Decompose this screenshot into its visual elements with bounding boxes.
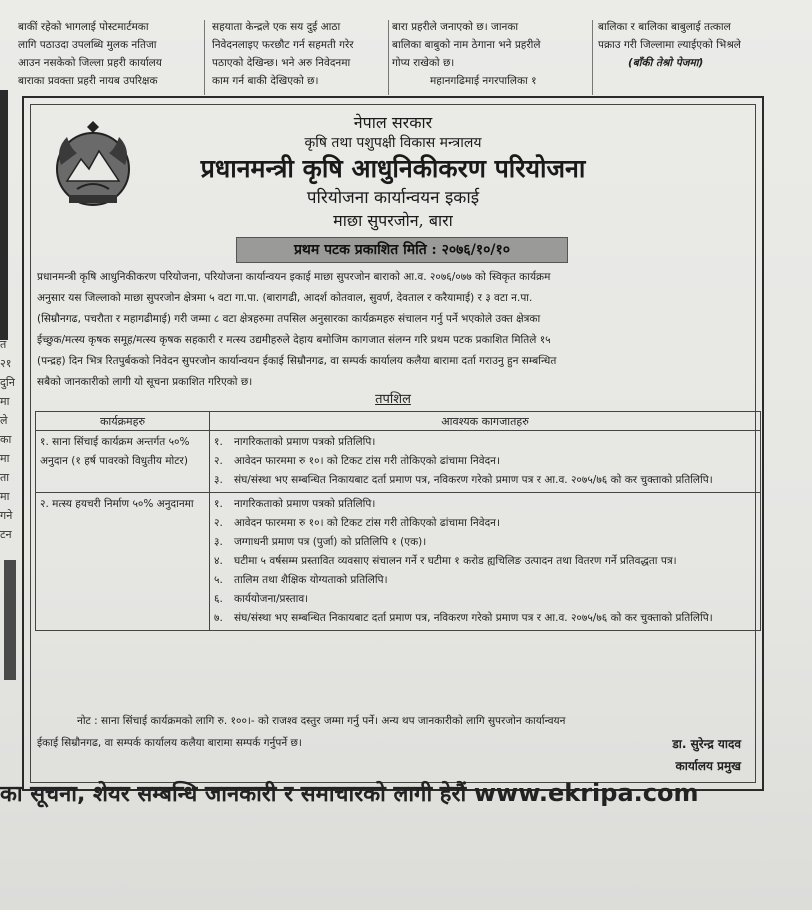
document-item: ७. संघ/संस्था भए सम्बन्धित निकायबाट दर्ता प्रमाण पत्र, नविकरण गरेको प्रमाण पत्र र आ.व. २०७५/७६ को कर चुक्ताको प्रतिलिपि। [214, 612, 713, 624]
document-item: ६. कार्ययोजना/प्रस्ताव। [214, 593, 309, 605]
snippet-line: गोप्य राखेको छ। [392, 57, 455, 69]
gov-title: नेपाल सरकार [353, 113, 433, 132]
publish-date-banner: प्रथम पटक प्रकाशित मिति : २०७६/१०/१० [236, 237, 568, 263]
signatory-name: डा. सुरेन्द्र यादव [672, 737, 741, 751]
news-snippet-2 [212, 18, 387, 90]
signature-block [672, 733, 741, 777]
footer-banner [0, 778, 812, 814]
left-column-fragment [0, 335, 20, 565]
document-item: १. नागरिकताको प्रमाण पत्रको प्रतिलिपि। [214, 498, 376, 510]
document-item: २. आवेदन फारममा रु १०। को टिकट टांस गरी तोकिएको ढांचामा निवेदन। [214, 517, 500, 529]
left-edge-bar [0, 90, 8, 340]
left-fragment-text: दुनि [0, 376, 15, 389]
snippet-line: आउन नसकेको जिल्ला प्रहरी कार्यालय [18, 57, 162, 69]
column-rule [204, 20, 205, 95]
public-notice [22, 96, 764, 791]
document-item: ३. जग्गाधनी प्रमाण पत्र (पुर्जा) को प्रतिलिपि १ (एक)। [214, 536, 427, 548]
notice-body [37, 267, 757, 393]
column-rule [592, 20, 593, 95]
left-fragment-text: २१ [0, 357, 12, 370]
document-item: २. आवेदन फारममा रु १०। को टिकट टांस गरी तोकिएको ढांचामा निवेदन। [214, 455, 500, 467]
news-snippet-4 [598, 18, 788, 72]
notice-frame [30, 104, 756, 783]
program-cell: २. मत्स्य हयचरी निर्माण ५०% अनुदानमा [36, 493, 210, 631]
left-fragment-text: त [0, 338, 7, 351]
body-line: अनुसार यस जिल्लाको माछा सुपरजोन क्षेत्रमा ५ वटा गा.पा. (बारागढी, आदर्श कोतवाल, सुवर्ण, देवताल र करैयामाई) र ३ वटा न.पा. [37, 292, 533, 304]
snippet-line: महानगढिमाई नगरपालिका १ [430, 75, 537, 87]
body-line: प्रधानमन्त्री कृषि आधुनिकीकरण परियोजना, परियोजना कार्यान्वयन इकाई माछा सुपरजोन बाराको आ.व. २०७६/०७७ को स्विकृत कार्यक्रम [37, 271, 551, 283]
footer-text: का सूचना, शेयर सम्बन्धि जानकारी र समाचारको लागी हेरौं [0, 782, 467, 807]
snippet-line: बाराका प्रवक्ता प्रहरी नायब उपरिक्षक [18, 75, 158, 87]
document-item: ३. संघ/संस्था भए सम्बन्धित निकायबाट दर्ता प्रमाण पत्र, नविकरण गरेको प्रमाण पत्र र आ.व. २०७५/७६ को कर चुक्ताको प्रतिलिपि। [214, 474, 713, 486]
document-item: १. नागरिकताको प्रमाण पत्रको प्रतिलिपि। [214, 436, 376, 448]
table-row [36, 431, 761, 493]
documents-cell [210, 431, 761, 493]
column-rule [388, 20, 389, 95]
snippet-line: बाकीं रहेको भागलाई पोस्टमार्टमका [18, 21, 149, 33]
unit-title: परियोजना कार्यान्वयन इकाई [306, 188, 480, 208]
left-fragment-text: ले [0, 414, 8, 427]
snippet-line: पठाएको देखिन्छ। भने अरु निवेदनमा [212, 57, 351, 69]
document-item: ४. घटीमा ५ वर्षसम्म प्रस्तावित व्यवसाए संचालन गर्ने र घटीमा १ करोड ह्यचिलिङ उत्पादन तथा वितरण गर्ने प्रतिवद्धता पत्र। [214, 555, 677, 567]
table-header-row [36, 412, 761, 431]
left-fragment-text: का [0, 433, 12, 446]
schedule-heading: तपशिल [375, 392, 411, 407]
snippet-line: बालिका र बालिका बाबुलाई तत्काल [598, 21, 731, 33]
program-cell: १. साना सिंचाई कार्यक्रम अन्तर्गत ५०% अनुदान (१ हर्ष पावरको विधुतीय मोटर) [36, 431, 210, 493]
body-line: सबैको जानकारीको लागी यो सूचना प्रकाशित गरिएको छ। [37, 376, 253, 388]
signatory-title: कार्यालय प्रमुख [675, 759, 741, 773]
requirements-table [35, 411, 761, 631]
left-edge-bar-lower [4, 560, 16, 680]
snippet-line: काम गर्न बाकी देखिएको छ। [212, 75, 319, 87]
document-item: ५. तालिम तथा शैक्षिक योग्यताको प्रतिलिपि। [214, 574, 388, 586]
snippet-line: पक्राउ गरी जिल्लामा ल्याईएको भिश्रले [598, 39, 741, 51]
snippet-line: सहयाता केन्द्रले एक सय दुई आठा [212, 21, 341, 33]
ministry-title: कृषि तथा पशुपक्षी विकास मन्त्रालय [304, 135, 482, 151]
body-line: (पन्द्रह) दिन भित्र रितपुर्बकको निवेदन सुपरजोन कार्यान्वयन ईकाई सिम्रौनगढ, वा सम्पर्क कार्यालय कलैया बारामा दर्ता गराउनु हुन सम्बन्धित [37, 355, 557, 367]
note-line: नोट : साना सिंचाई कार्यक्रमको लागि रु. १००।- को राजश्व दस्तुर जम्मा गर्नु पर्ने। अन्य थप जानकारीको लागि सुपरजोन कार्यान्वयन [77, 715, 566, 727]
snippet-line: निवेदनलाइए फरछौट गर्न सहमती गरेर [212, 39, 354, 51]
column-header-documents: आवश्यक कागजातहरु [210, 412, 761, 431]
notice-note [37, 710, 757, 754]
snippet-line: बालिका बाबुको नाम ठेगाना भने प्रहरीले [392, 39, 541, 51]
left-fragment-text: मा [0, 452, 10, 465]
news-snippet-1 [18, 18, 198, 90]
left-fragment-text: ता [0, 471, 10, 484]
footer-url: www.ekripa.com [473, 779, 699, 807]
left-fragment-text: टन [0, 528, 12, 541]
news-snippet-3 [392, 18, 587, 90]
snippet-line: बारा प्रहरीले जनाएको छ। जानका [392, 21, 519, 33]
continued-note: (बाँकी तेश्रो पेजमा) [628, 57, 704, 69]
documents-cell [210, 493, 761, 631]
snippet-line: लागि पठाउदा उपलब्धि मुलक नतिजा [18, 39, 157, 51]
body-line: ईच्छुक/मत्स्य कृषक समूह/मत्स्य कृषक सहकारी र मत्स्य उद्यमीहरुले देहाय बमोजिम कागजात संलग्न गरि प्रथम पटक प्रकाशित मितिले १५ [37, 334, 551, 346]
left-fragment-text: गने [0, 509, 13, 522]
body-line: (सिम्रौनगढ, पचरौता र महागढीमाई) गरी जम्मा ८ वटा क्षेत्रहरुमा तपसिल अनुसारका कार्यक्रमहरु संचालन गर्नु पर्ने भएकोले उक्त क्षेत्रका [37, 313, 541, 325]
table-row [36, 493, 761, 631]
left-fragment-text: मा [0, 490, 10, 503]
project-title: प्रधानमन्त्री कृषि आधुनिकीकरण परियोजना [200, 154, 586, 183]
column-header-programs: कार्यक्रमहरु [36, 412, 210, 431]
location-title: माछा सुपरजोन, बारा [333, 211, 453, 230]
note-line: ईकाई सिम्रौनगढ, वा सम्पर्क कार्यालय कलैया बारामा सम्पर्क गर्नुपर्ने छ। [37, 737, 302, 749]
left-fragment-text: मा [0, 395, 10, 408]
